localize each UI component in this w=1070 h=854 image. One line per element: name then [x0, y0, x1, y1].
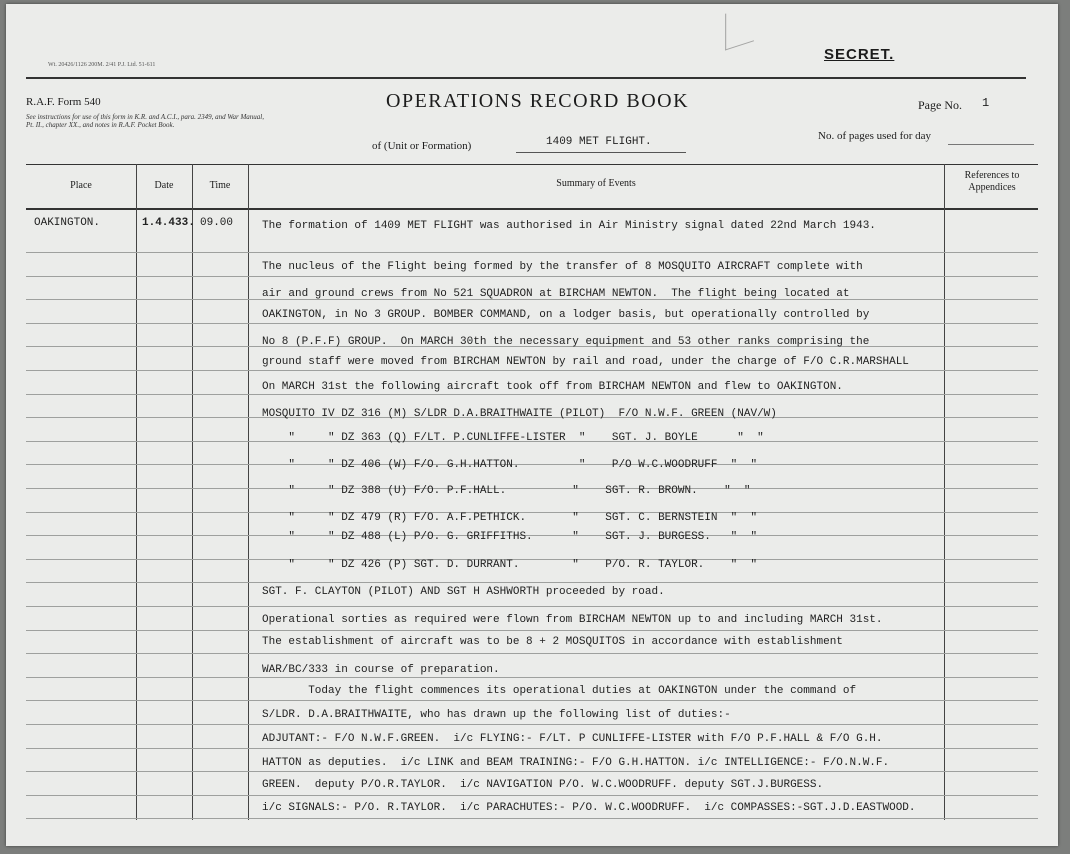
summary-line: WAR/BC/333 in course of preparation.	[262, 664, 500, 676]
summary-line: ground staff were moved from BIRCHAM NEWTON by rail and road, under the charge of F/O C.R.MARSHALL	[262, 356, 909, 368]
summary-line: OAKINGTON, in No 3 GROUP. BOMBER COMMAND, on a lodger basis, but operationally controlled by	[262, 309, 870, 321]
col-header-place: Place	[70, 180, 92, 191]
ledger-rule	[26, 748, 1038, 749]
unit-label: of (Unit or Formation)	[372, 140, 472, 152]
ledger-rule	[26, 653, 1038, 654]
ledger-rule	[26, 677, 1038, 678]
summary-line: ADJUTANT:- F/O N.W.F.GREEN. i/c FLYING:- F/LT. P CUNLIFFE-LISTER with F/O P.F.HALL & F/O G.H.	[262, 733, 883, 745]
secret-label: SECRET.	[824, 46, 895, 63]
page-title: OPERATIONS RECORD BOOK	[386, 90, 690, 112]
unit-value: 1409 MET FLIGHT.	[546, 136, 652, 148]
summary-line: No 8 (P.F.F) GROUP. On MARCH 30th the necessary equipment and 53 other ranks comprising the	[262, 336, 870, 348]
col-header-summary: Summary of Events	[556, 178, 636, 189]
ledger-rule	[26, 771, 1038, 772]
col-header-time: Time	[209, 180, 231, 191]
ledger-rule	[26, 795, 1038, 796]
form-instructions: See instructions for use of this form in K.R. and A.C.I., para. 2349, and War Manual, Pt. II., chapter XX., and notes in R.A.F. Pocket Book.	[26, 113, 265, 129]
unit-underline	[516, 152, 686, 153]
col-header-references: References to Appendices	[964, 170, 1020, 193]
col-divider-3	[248, 164, 249, 820]
ledger-rule	[26, 394, 1038, 395]
summary-line: The establishment of aircraft was to be 8 + 2 MOSQUITOS in accordance with establishment	[262, 636, 843, 648]
entry-time: 09.00	[200, 217, 234, 229]
page-number-value: 1	[982, 96, 990, 110]
summary-line: MOSQUITO IV DZ 316 (M) S/LDR D.A.BRAITHWAITE (PILOT) F/O N.W.F. GREEN (NAV/W)	[262, 408, 777, 420]
col-divider-4	[944, 164, 945, 820]
entry-place: OAKINGTON.	[34, 217, 101, 229]
top-border	[26, 77, 1026, 79]
summary-line: i/c SIGNALS:- P/O. R.TAYLOR. i/c PARACHUTES:- P/O. W.C.WOODRUFF. i/c COMPASSES:-SGT.J.D.EASTWOOD.	[262, 802, 916, 814]
print-reference: Wt. 20426/1126 200M. 2/41 P.J. Ltd. 51-611	[48, 62, 156, 68]
pen-tick-mark	[725, 5, 754, 51]
ledger-rule	[26, 630, 1038, 631]
summary-line: The formation of 1409 MET FLIGHT was authorised in Air Ministry signal dated 22nd March 1943.	[262, 220, 876, 232]
ledger-rule	[26, 252, 1038, 253]
entry-date: 1.4.433.	[142, 217, 195, 229]
ledger-rule	[26, 700, 1038, 701]
ledger-rule	[26, 606, 1038, 607]
summary-line: " " DZ 426 (P) SGT. D. DURRANT. " P/O. R. TAYLOR. " "	[262, 559, 758, 571]
header-top-rule	[26, 164, 1038, 165]
summary-line: HATTON as deputies. i/c LINK and BEAM TRAINING:- F/O G.H.HATTON. i/c INTELLIGENCE:- F/O.N.W.F.	[262, 757, 890, 769]
ledger-rule	[26, 818, 1038, 819]
summary-line: GREEN. deputy P/O.R.TAYLOR. i/c NAVIGATION P/O. W.C.WOODRUFF. deputy SGT.J.BURGESS.	[262, 779, 824, 791]
record-sheet	[6, 4, 1058, 846]
pages-used-label: No. of pages used for day	[818, 130, 932, 142]
page-number-label: Page No.	[918, 98, 962, 112]
summary-line: " " DZ 488 (L) P/O. G. GRIFFITHS. " SGT. J. BURGESS. " "	[262, 531, 758, 543]
summary-line: " " DZ 406 (W) F/O. G.H.HATTON. " P/O W.C.WOODRUFF " "	[262, 459, 758, 471]
ledger-rule	[26, 323, 1038, 324]
summary-line: Operational sorties as required were flown from BIRCHAM NEWTON up to and including MARCH 31st.	[262, 614, 883, 626]
form-number: R.A.F. Form 540	[26, 96, 101, 108]
col-divider-2	[192, 164, 193, 820]
summary-line: The nucleus of the Flight being formed by the transfer of 8 MOSQUITO AIRCRAFT complete with	[262, 261, 863, 273]
pages-used-underline	[948, 144, 1034, 145]
summary-line: " " DZ 363 (Q) F/LT. P.CUNLIFFE-LISTER " SGT. J. BOYLE " "	[262, 432, 764, 444]
ledger-rule	[26, 724, 1038, 725]
summary-line: On MARCH 31st the following aircraft took off from BIRCHAM NEWTON and flew to OAKINGTON.	[262, 381, 843, 393]
summary-line: Today the flight commences its operational duties at OAKINGTON under the command of	[262, 685, 857, 697]
summary-line: " " DZ 388 (U) F/O. P.F.HALL. " SGT. R. BROWN. " "	[262, 485, 751, 497]
ledger-rule	[26, 370, 1038, 371]
header-bottom-rule	[26, 208, 1038, 210]
col-divider-1	[136, 164, 137, 820]
ledger-rule	[26, 582, 1038, 583]
summary-line: air and ground crews from No 521 SQUADRON at BIRCHAM NEWTON. The flight being located at	[262, 288, 850, 300]
ledger-rule	[26, 276, 1038, 277]
col-header-date: Date	[154, 180, 174, 191]
summary-line: " " DZ 479 (R) F/O. A.F.PETHICK. " SGT. C. BERNSTEIN " "	[262, 512, 758, 524]
summary-line: S/LDR. D.A.BRAITHWAITE, who has drawn up the following list of duties:-	[262, 709, 731, 721]
summary-line: SGT. F. CLAYTON (PILOT) AND SGT H ASHWORTH proceeded by road.	[262, 586, 665, 598]
